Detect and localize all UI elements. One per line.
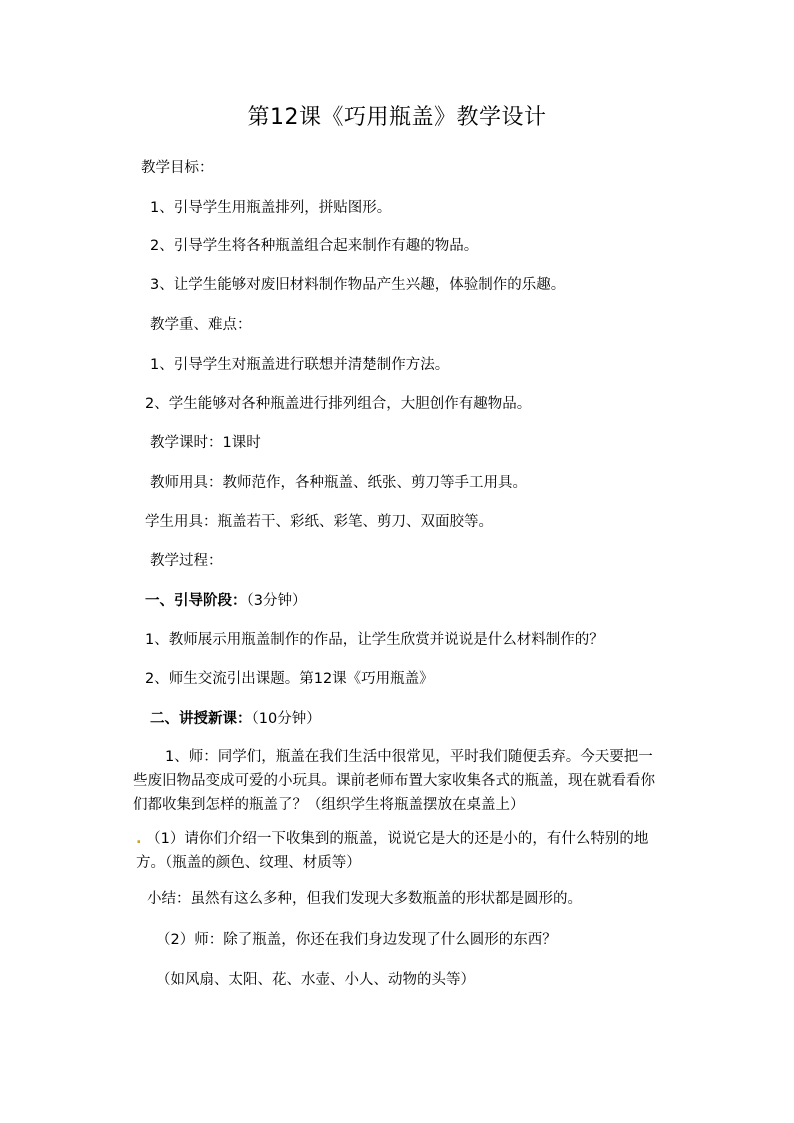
objectives-heading: 教学目标： xyxy=(141,160,214,176)
stage1-title: 一、引导阶段： xyxy=(145,593,247,609)
key-point-item-2: 2、学生能够对各种瓶盖进行排列组合，大胆创作有趣物品。 xyxy=(145,396,532,412)
objective-item-1: 1、引导学生用瓶盖排列，拼贴图形。 xyxy=(150,200,392,216)
document-title: 第12课《巧用瓶盖》教学设计 xyxy=(247,105,547,130)
stage2-summary: 小结：虽然有这么多种，但我们发现大多数瓶盖的形状都是圆形的。 xyxy=(147,891,582,907)
key-points-heading: 教学重、难点： xyxy=(150,317,252,333)
stage2-paragraph-1 xyxy=(133,745,663,817)
objective-item-3: 3、让学生能够对废旧材料制作物品产生兴趣，体验制作的乐趣。 xyxy=(150,277,566,293)
stage2-answer-2: （如风扇、太阳、花、水壶、小人、动物的头等） xyxy=(156,972,475,988)
stage2-paragraph-2 xyxy=(136,827,671,875)
stage2-paragraph-1-text: 1、师：同学们，瓶盖在我们生活中很常见，平时我们随便丢弃。今天要把一些废旧物品变成可爱的小玩具。课前老师布置大家收集各式的瓶盖，现在就看看你们都收集到怎样的瓶盖了？（组织学生将瓶盖摆放在桌盖上） xyxy=(133,749,655,813)
stage2-time: （10分钟） xyxy=(251,711,321,727)
teacher-tools: 教师用具：教师范作，各种瓶盖、纸张、剪刀等手工用具。 xyxy=(150,475,527,491)
stage1-heading xyxy=(145,591,306,611)
stage2-heading xyxy=(150,709,321,729)
class-hours: 教学课时：1课时 xyxy=(150,435,261,451)
stage1-item-2: 2、师生交流引出课题。第12课《巧用瓶盖》 xyxy=(145,671,434,687)
student-tools: 学生用具：瓶盖若干、彩纸、彩笔、剪刀、双面胶等。 xyxy=(145,514,493,530)
decorative-dot: . xyxy=(136,831,142,847)
objective-item-2: 2、引导学生将各种瓶盖组合起来制作有趣的物品。 xyxy=(150,238,479,254)
stage2-title: 二、讲授新课： xyxy=(150,711,252,727)
stage2-paragraph-2-text: （1）请你们介绍一下收集到的瓶盖，说说它是大的还是小的，有什么特别的地方。（瓶盖的颜色、纹理、材质等） xyxy=(136,831,649,871)
stage1-item-1: 1、教师展示用瓶盖制作的作品，让学生欣赏并说说是什么材料制作的？ xyxy=(145,632,604,648)
stage2-question-2: （2）师：除了瓶盖，你还在我们身边发现了什么圆形的东西？ xyxy=(156,932,557,948)
stage1-time: （3分钟） xyxy=(246,593,307,609)
key-point-item-1: 1、引导学生对瓶盖进行联想并清楚制作方法。 xyxy=(150,357,450,373)
process-heading: 教学过程： xyxy=(150,553,223,569)
